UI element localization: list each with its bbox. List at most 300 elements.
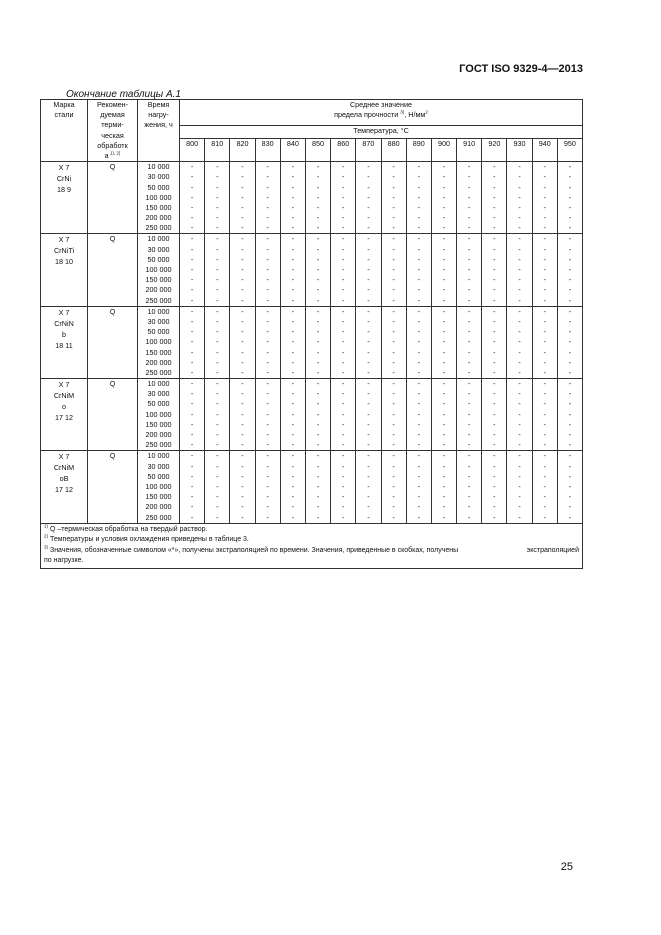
- strength-value: -: [417, 512, 420, 522]
- temperature-header: Температура, °С: [180, 125, 583, 138]
- strength-value: -: [543, 430, 546, 439]
- strength-value: -: [342, 337, 345, 347]
- strength-value: -: [467, 347, 471, 357]
- strength-value: -: [392, 192, 395, 202]
- loading-time-value: 200 000: [145, 430, 172, 439]
- strength-value: -: [216, 337, 219, 347]
- strength-value-column: [356, 162, 381, 234]
- strength-value: -: [518, 399, 521, 409]
- strength-value: -: [442, 306, 446, 316]
- strength-value: -: [316, 275, 320, 285]
- footnote-3-tail: по нагрузке.: [44, 557, 84, 565]
- strength-value: -: [543, 316, 546, 326]
- strength-value-column: [280, 451, 305, 523]
- strength-value: -: [241, 223, 244, 233]
- strength-value-column: [280, 162, 305, 234]
- strength-value: -: [493, 409, 496, 419]
- temperature-cell: 930: [507, 139, 532, 162]
- temperature-cell: 810: [205, 139, 230, 162]
- strength-value: -: [442, 451, 446, 461]
- strength-value: -: [442, 492, 446, 502]
- strength-value: -: [316, 202, 320, 212]
- strength-value: -: [367, 419, 370, 429]
- strength-value: -: [467, 502, 471, 512]
- strength-value: -: [467, 481, 471, 491]
- strength-value: -: [367, 451, 370, 461]
- strength-value: -: [543, 389, 546, 399]
- strength-value: -: [392, 337, 395, 347]
- strength-value: -: [493, 471, 496, 481]
- strength-value: -: [342, 471, 345, 481]
- strength-value: -: [417, 451, 420, 461]
- strength-value: -: [568, 367, 572, 377]
- loading-time-value: 200 000: [145, 502, 172, 512]
- strength-value: -: [417, 481, 420, 491]
- temperature-cell: 880: [381, 139, 406, 162]
- strength-value: -: [316, 295, 320, 305]
- strength-value: -: [417, 234, 420, 244]
- grade-header-line: Марка: [53, 100, 75, 109]
- steel-grade-line: X 7: [58, 452, 70, 462]
- strength-value: -: [493, 202, 496, 212]
- strength-value: -: [392, 512, 395, 522]
- strength-value-column: [431, 162, 456, 234]
- strength-value: -: [493, 192, 496, 202]
- strength-value-column: [356, 234, 381, 306]
- table-row: [41, 379, 583, 451]
- strength-value: -: [291, 182, 295, 192]
- grade-header-line: стали: [54, 110, 74, 120]
- strength-value: -: [266, 357, 269, 367]
- strength-value: -: [493, 337, 496, 347]
- strength-value: -: [442, 182, 446, 192]
- strength-value-column: [381, 306, 406, 378]
- strength-value: -: [417, 285, 420, 295]
- strength-value: -: [342, 316, 345, 326]
- strength-value: -: [518, 202, 521, 212]
- strength-value-column: [180, 306, 205, 378]
- strength-value: -: [493, 399, 496, 409]
- strength-value: -: [216, 162, 219, 172]
- strength-value: -: [266, 202, 269, 212]
- strength-value: -: [266, 399, 269, 409]
- strength-value: -: [216, 461, 219, 471]
- grade-column-header: [41, 100, 88, 162]
- strength-value: -: [543, 379, 546, 389]
- strength-value-column: [532, 162, 557, 234]
- steel-grade-cell: [41, 451, 88, 523]
- strength-value: -: [190, 213, 194, 223]
- strength-value: -: [568, 265, 572, 274]
- strength-value: -: [392, 357, 395, 367]
- strength-value: -: [442, 275, 446, 285]
- strength-value: -: [241, 182, 244, 192]
- strength-value: -: [392, 430, 395, 439]
- strength-value-column: [331, 451, 356, 523]
- strength-value: -: [467, 213, 471, 223]
- strength-value-column: [507, 451, 532, 523]
- strength-value: -: [392, 461, 395, 471]
- strength-value: -: [241, 285, 244, 295]
- steel-grade-line: X 7: [58, 235, 70, 245]
- strength-value: -: [266, 327, 269, 337]
- strength-value: -: [316, 327, 320, 337]
- strength-value: -: [392, 182, 395, 192]
- strength-value: -: [216, 265, 219, 274]
- strength-value-column: [482, 451, 507, 523]
- strength-value: -: [467, 440, 471, 450]
- strength-value: -: [367, 234, 370, 244]
- strength-value: -: [417, 265, 420, 274]
- strength-value: -: [241, 481, 244, 491]
- steel-grade-line: CrNiTi: [53, 246, 75, 256]
- strength-value: -: [241, 409, 244, 419]
- strength-value: -: [291, 409, 295, 419]
- strength-value: -: [190, 409, 194, 419]
- loading-time-cell: [138, 451, 180, 523]
- strength-value: -: [518, 254, 521, 264]
- strength-value: -: [190, 316, 194, 326]
- page-number: 25: [560, 861, 573, 873]
- strength-value: -: [266, 192, 269, 202]
- strength-value: -: [216, 244, 219, 254]
- strength-value-column: [557, 306, 582, 378]
- strength-value-column: [331, 162, 356, 234]
- strength-value: -: [568, 327, 572, 337]
- strength-value: -: [417, 275, 420, 285]
- strength-value: -: [266, 502, 269, 512]
- strength-value: -: [316, 409, 320, 419]
- strength-value: -: [342, 502, 345, 512]
- strength-value: -: [291, 419, 295, 429]
- strength-value: -: [367, 461, 370, 471]
- strength-value: -: [568, 254, 572, 264]
- strength-value: -: [241, 316, 244, 326]
- strength-value: -: [568, 357, 572, 367]
- strength-value: -: [568, 244, 572, 254]
- strength-value: -: [493, 306, 496, 316]
- strength-value: -: [442, 419, 446, 429]
- strength-value: -: [291, 223, 295, 233]
- strength-value: -: [543, 192, 546, 202]
- treatment-header-line: дуемая: [100, 110, 125, 120]
- strength-value: -: [442, 502, 446, 512]
- strength-value-column: [280, 234, 305, 306]
- treatment-header-line: терми-: [101, 120, 124, 130]
- strength-value: -: [316, 172, 320, 182]
- strength-value: -: [392, 492, 395, 502]
- strength-value: -: [518, 182, 521, 192]
- strength-value: -: [316, 379, 320, 389]
- strength-value: -: [316, 419, 320, 429]
- strength-value: -: [241, 295, 244, 305]
- strength-value: -: [543, 213, 546, 223]
- strength-value-column: [431, 379, 456, 451]
- strength-value: -: [467, 337, 471, 347]
- strength-value: -: [342, 285, 345, 295]
- steel-grade-line: 17 12: [55, 413, 73, 423]
- strength-value: -: [266, 471, 269, 481]
- strength-value: -: [442, 389, 446, 399]
- strength-value: -: [190, 347, 194, 357]
- strength-value: -: [216, 389, 219, 399]
- strength-value: -: [417, 172, 420, 182]
- strength-value: -: [493, 451, 496, 461]
- strength-value: -: [367, 357, 370, 367]
- strength-value: -: [417, 306, 420, 316]
- strength-value: -: [568, 419, 572, 429]
- strength-value: -: [266, 213, 269, 223]
- strength-value: -: [568, 440, 572, 450]
- strength-value: -: [241, 244, 244, 254]
- strength-value: -: [467, 399, 471, 409]
- treatment-cell: Q: [88, 162, 138, 234]
- strength-value: -: [190, 451, 194, 461]
- strength-value: -: [190, 306, 194, 316]
- strength-value: -: [392, 389, 395, 399]
- strength-value-column: [406, 162, 431, 234]
- strength-value: -: [392, 316, 395, 326]
- strength-value: -: [467, 162, 471, 172]
- strength-value: -: [342, 451, 345, 461]
- steel-grade-line: CrNiM: [53, 463, 75, 473]
- strength-value: -: [417, 244, 420, 254]
- loading-time-value: 10 000: [147, 379, 170, 389]
- strength-value: -: [392, 265, 395, 274]
- strength-value: -: [216, 285, 219, 295]
- strength-value-column: [305, 379, 330, 451]
- strength-value-column: [457, 162, 482, 234]
- strength-value: -: [568, 451, 572, 461]
- table-row: [41, 451, 583, 523]
- strength-value: -: [568, 306, 572, 316]
- strength-value: -: [442, 295, 446, 305]
- steel-grade-line: o: [62, 402, 66, 412]
- loading-time-value: 100 000: [145, 409, 172, 419]
- strength-value: -: [467, 367, 471, 377]
- strength-value: -: [417, 162, 420, 172]
- strength-value: -: [342, 409, 345, 419]
- strength-value: -: [543, 327, 546, 337]
- strength-value: -: [316, 502, 320, 512]
- strength-value: -: [518, 451, 521, 461]
- temperature-cell: 870: [356, 139, 381, 162]
- strength-value-column: [507, 306, 532, 378]
- strength-value: -: [216, 295, 219, 305]
- loading-time-cell: [138, 162, 180, 234]
- strength-value: -: [190, 223, 194, 233]
- strength-value: -: [518, 295, 521, 305]
- strength-value: -: [316, 192, 320, 202]
- strength-value: -: [190, 419, 194, 429]
- strength-value: -: [543, 202, 546, 212]
- strength-value: -: [316, 182, 320, 192]
- strength-value-column: [305, 162, 330, 234]
- strength-value: -: [316, 316, 320, 326]
- strength-value: -: [216, 223, 219, 233]
- strength-value: -: [216, 192, 219, 202]
- strength-value: -: [442, 316, 446, 326]
- treatment-header-line: Рекомен-: [97, 100, 128, 109]
- strength-value: -: [342, 379, 345, 389]
- strength-value-column: [205, 379, 230, 451]
- strength-value: -: [342, 481, 345, 491]
- strength-value: -: [190, 440, 194, 450]
- strength-value: -: [266, 492, 269, 502]
- loading-time-value: 250 000: [145, 223, 172, 233]
- strength-value: -: [291, 512, 295, 522]
- strength-value: -: [216, 357, 219, 367]
- strength-value: -: [417, 389, 420, 399]
- strength-value: -: [266, 223, 269, 233]
- strength-value: -: [568, 182, 572, 192]
- strength-value: -: [467, 306, 471, 316]
- time-column-header: [138, 100, 180, 162]
- strength-value: -: [241, 379, 244, 389]
- strength-value: -: [543, 492, 546, 502]
- strength-value: -: [392, 440, 395, 450]
- strength-value: -: [342, 244, 345, 254]
- strength-value-column: [532, 306, 557, 378]
- strength-value: -: [417, 327, 420, 337]
- strength-value: -: [316, 265, 320, 274]
- strength-value: -: [342, 419, 345, 429]
- strength-value: -: [568, 347, 572, 357]
- strength-value: -: [392, 234, 395, 244]
- strength-value: -: [241, 265, 244, 274]
- strength-value: -: [316, 357, 320, 367]
- strength-value: -: [392, 481, 395, 491]
- strength-value: -: [241, 357, 244, 367]
- strength-value: -: [518, 316, 521, 326]
- strength-value: -: [216, 430, 219, 439]
- strength-value: -: [291, 295, 295, 305]
- strength-value: -: [367, 337, 370, 347]
- loading-time-cell: [138, 234, 180, 306]
- strength-value: -: [241, 367, 244, 377]
- strength-value: -: [367, 192, 370, 202]
- strength-value: -: [367, 254, 370, 264]
- strength-value: -: [266, 234, 269, 244]
- strength-value: -: [518, 481, 521, 491]
- strength-value: -: [518, 461, 521, 471]
- strength-value: -: [367, 316, 370, 326]
- strength-value: -: [367, 512, 370, 522]
- treatment-cell: Q: [88, 451, 138, 523]
- strength-value: -: [568, 409, 572, 419]
- strength-value: -: [190, 327, 194, 337]
- strength-value: -: [291, 399, 295, 409]
- strength-value: -: [367, 202, 370, 212]
- strength-value: -: [467, 182, 471, 192]
- strength-value: -: [493, 234, 496, 244]
- strength-value: -: [241, 172, 244, 182]
- strength-value: -: [190, 430, 194, 439]
- strength-value: -: [291, 481, 295, 491]
- strength-value: -: [190, 172, 194, 182]
- strength-value: -: [467, 223, 471, 233]
- strength-value: -: [241, 213, 244, 223]
- steel-grade-cell: [41, 306, 88, 378]
- steel-grade-line: CrNi: [56, 174, 72, 184]
- strength-value: -: [442, 379, 446, 389]
- strength-value: -: [467, 379, 471, 389]
- strength-value-column: [431, 234, 456, 306]
- strength-value: -: [467, 316, 471, 326]
- loading-time-value: 30 000: [147, 461, 170, 471]
- strength-value-column: [280, 379, 305, 451]
- strength-value: -: [392, 275, 395, 285]
- strength-value: -: [467, 234, 471, 244]
- strength-value: -: [316, 471, 320, 481]
- strength-value: -: [216, 306, 219, 316]
- strength-value: -: [518, 192, 521, 202]
- loading-time-value: 30 000: [147, 244, 170, 254]
- strength-value: -: [493, 379, 496, 389]
- strength-value: -: [291, 347, 295, 357]
- strength-value: -: [316, 461, 320, 471]
- strength-value: -: [241, 451, 244, 461]
- loading-time-value: 250 000: [145, 512, 172, 522]
- strength-value: -: [342, 430, 345, 439]
- strength-value: -: [442, 244, 446, 254]
- strength-value: -: [568, 399, 572, 409]
- strength-value: -: [518, 327, 521, 337]
- strength-value: -: [190, 512, 194, 522]
- strength-value: -: [291, 192, 295, 202]
- strength-value: -: [190, 234, 194, 244]
- strength-value: -: [568, 512, 572, 522]
- strength-value: -: [190, 502, 194, 512]
- strength-value: -: [291, 451, 295, 461]
- strength-value: -: [216, 379, 219, 389]
- strength-value: -: [467, 244, 471, 254]
- strength-value: -: [392, 254, 395, 264]
- strength-value-column: [406, 379, 431, 451]
- strength-value: -: [266, 337, 269, 347]
- strength-value: -: [518, 234, 521, 244]
- strength-value: -: [367, 389, 370, 399]
- strength-value: -: [216, 512, 219, 522]
- strength-value: -: [568, 430, 572, 439]
- strength-value: -: [216, 409, 219, 419]
- strength-value: -: [216, 234, 219, 244]
- strength-value: -: [216, 347, 219, 357]
- strength-value: -: [342, 254, 345, 264]
- strength-value: -: [342, 182, 345, 192]
- strength-value-column: [255, 379, 280, 451]
- strength-value: -: [367, 306, 370, 316]
- strength-value: -: [291, 275, 295, 285]
- strength-value: -: [216, 451, 219, 461]
- steel-grade-cell: [41, 379, 88, 451]
- strength-value: -: [467, 202, 471, 212]
- strength-value: -: [518, 213, 521, 223]
- strength-value: -: [291, 337, 295, 347]
- strength-value: -: [190, 461, 194, 471]
- time-header-line: Время: [147, 100, 170, 109]
- strength-value: -: [442, 254, 446, 264]
- strength-value: -: [392, 379, 395, 389]
- steel-grade-line: X 7: [58, 307, 70, 317]
- strength-value-column: [482, 379, 507, 451]
- strength-value: -: [190, 265, 194, 274]
- loading-time-value: 150 000: [145, 347, 172, 357]
- strength-value: -: [216, 213, 219, 223]
- steel-grade-line: CrNiN: [54, 318, 74, 328]
- strength-value: -: [568, 337, 572, 347]
- loading-time-cell: [138, 306, 180, 378]
